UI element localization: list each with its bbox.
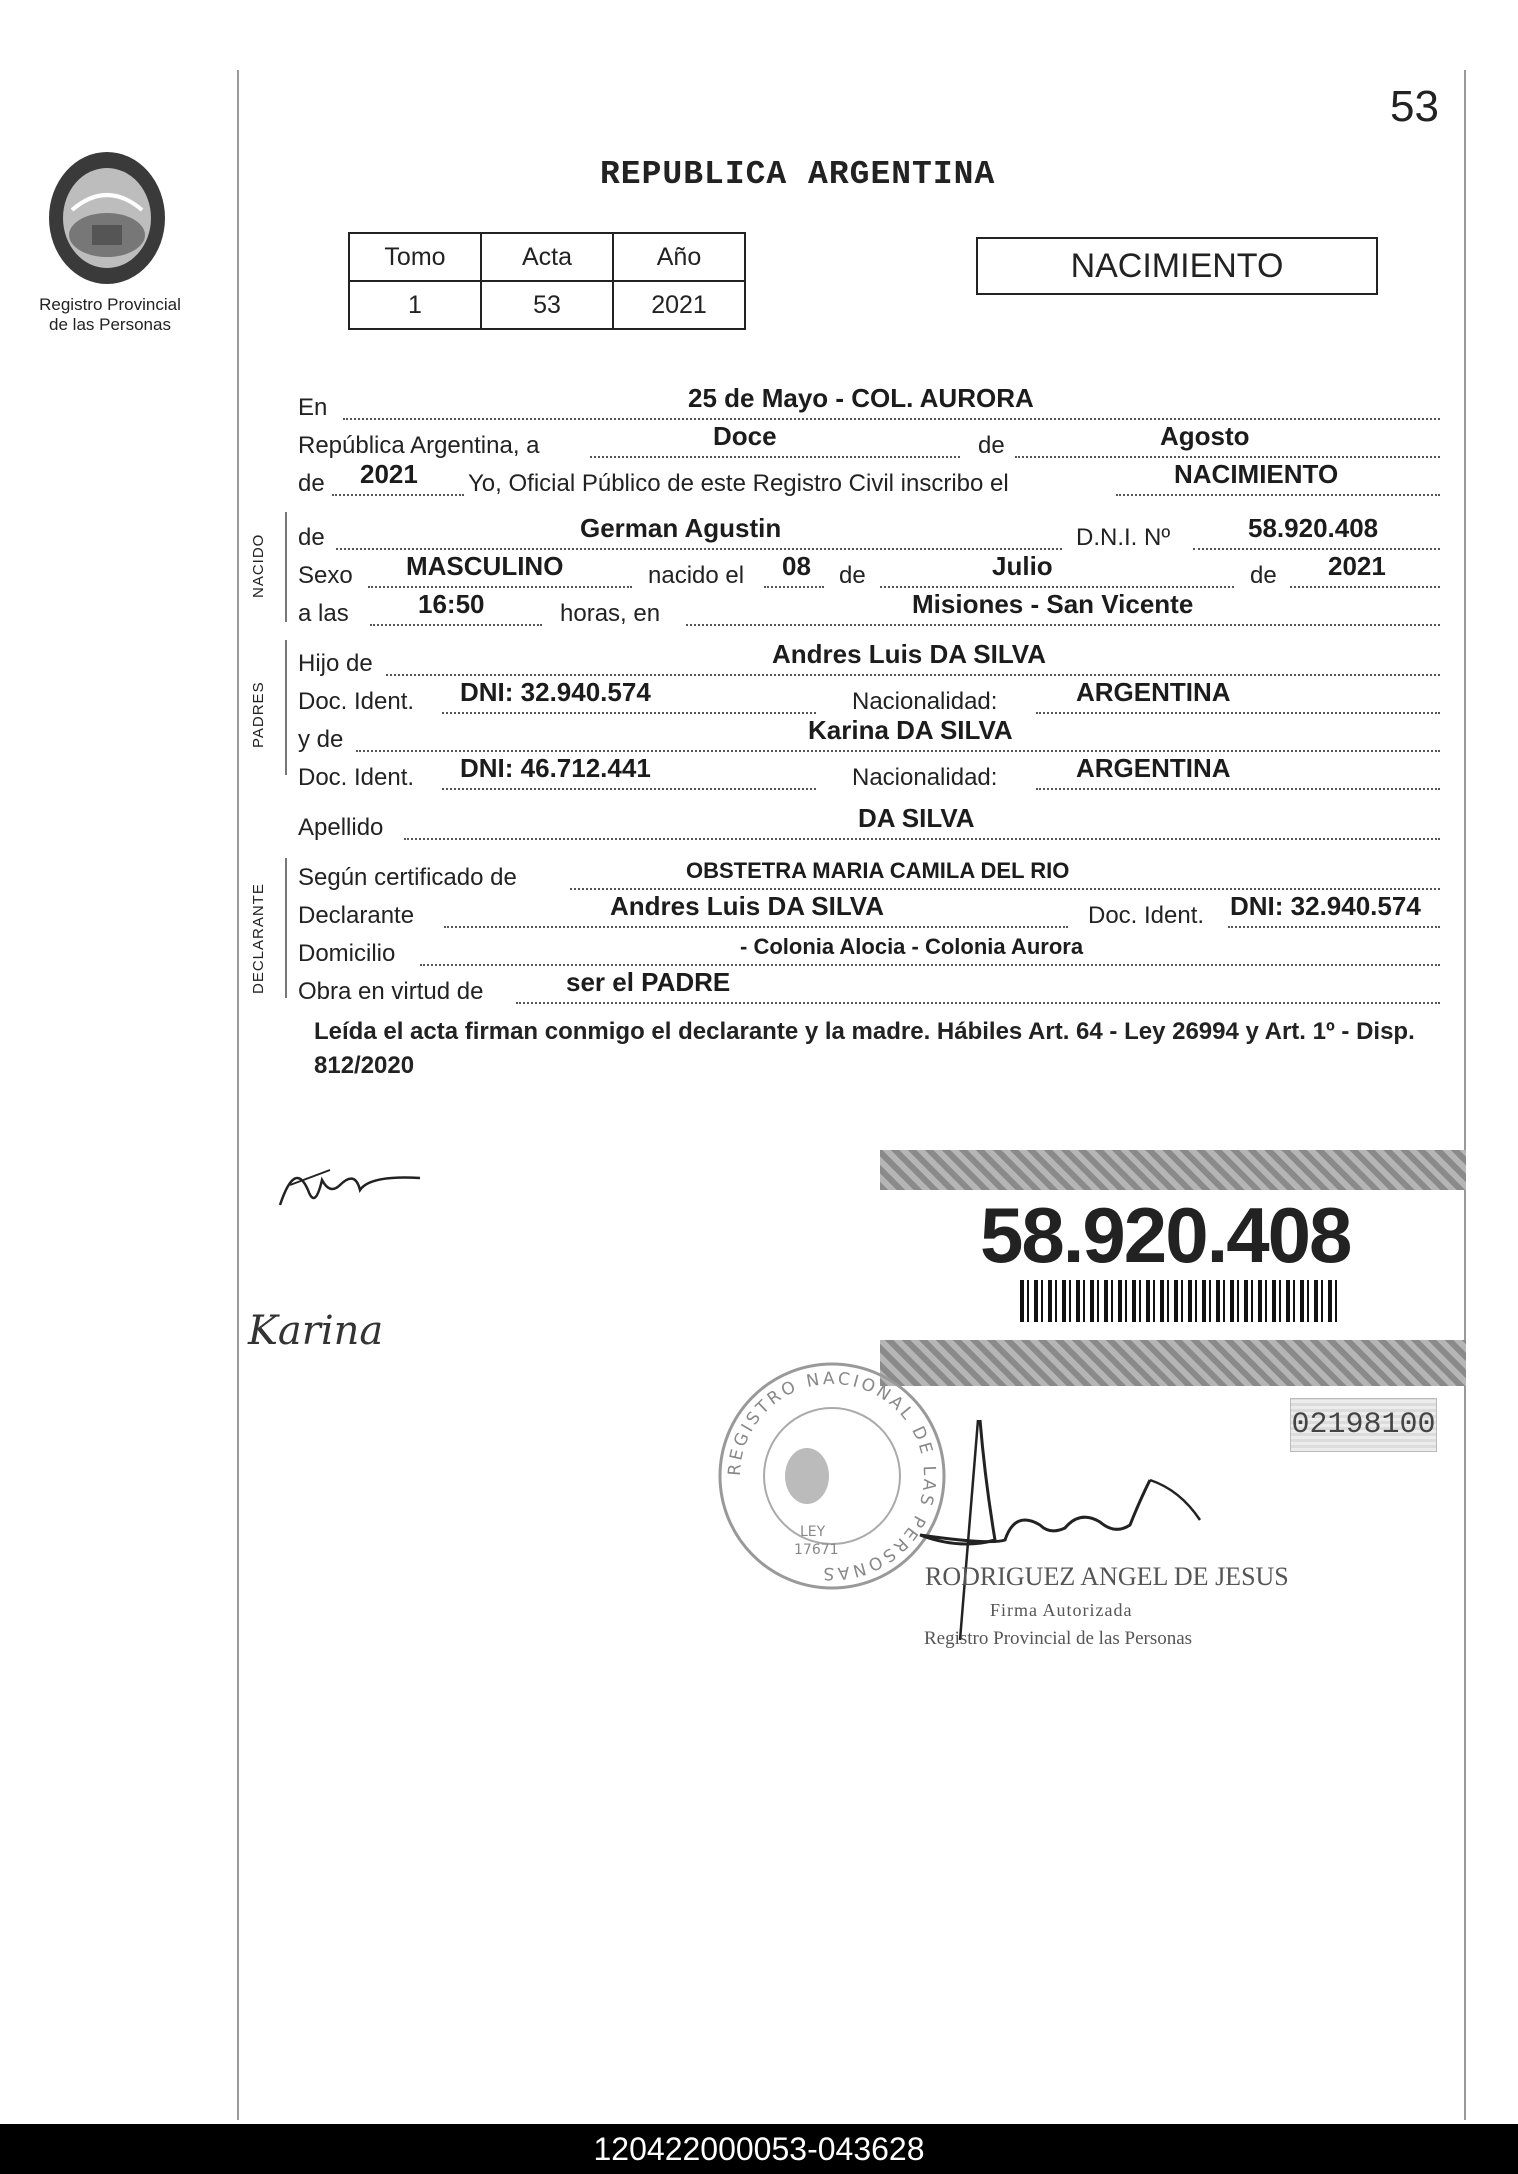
label-domicilio: Domicilio (298, 940, 396, 967)
value-lugar: 25 de Mayo - COL. AURORA (688, 383, 1034, 413)
label-nacionalidad-padre: Nacionalidad: (852, 688, 998, 715)
value-madre-doc: DNI: 46.712.441 (460, 753, 651, 783)
row-madre-doc (298, 750, 1440, 794)
value-virtud: ser el PADRE (566, 967, 731, 997)
side-label-padres: PADRES (250, 681, 267, 748)
label-doc-madre: Doc. Ident. (298, 764, 415, 791)
value-dni: 58.920.408 (1248, 513, 1379, 543)
side-label-declarante: DECLARANTE (250, 883, 267, 994)
label-doc-declarante: Doc. Ident. (1088, 902, 1205, 929)
value-nac-mes: Julio (992, 551, 1053, 581)
value-nac-dia: 08 (782, 551, 811, 581)
label-en: En (298, 394, 328, 421)
value-nombre: German Agustin (580, 513, 782, 543)
declarante-signature (270, 1150, 430, 1235)
value-anio-inscripcion: 2021 (360, 459, 418, 489)
value-madre: Karina DA SILVA (808, 715, 1013, 745)
header-anio: Año (613, 233, 745, 281)
label-dni: D.N.I. Nº (1076, 524, 1171, 551)
value-padre-doc: DNI: 32.940.574 (460, 677, 651, 707)
label-horas-en: horas, en (560, 600, 661, 627)
value-anio: 2021 (613, 281, 745, 329)
value-tomo: 1 (349, 281, 481, 329)
mother-signature: Karina (248, 1308, 384, 1354)
label-nacionalidad-madre: Nacionalidad: (852, 764, 998, 791)
document-title: REPUBLICA ARGENTINA (600, 156, 996, 193)
label-a-las: a las (298, 600, 349, 627)
legal-note: Leída el acta firman conmigo el declarante y la madre. Hábiles Art. 64 - Ley 26994 y Art. 1º - Disp. 812/2020 (314, 1018, 1415, 1079)
value-padre-nac: ARGENTINA (1076, 677, 1231, 707)
label-obra: Obra en virtud de (298, 978, 484, 1005)
value-tipo-inscripcion: NACIMIENTO (1174, 459, 1339, 489)
security-band-bottom (880, 1340, 1466, 1386)
label-hijo-de: Hijo de (298, 650, 373, 677)
label-nacido-el: nacido el (648, 562, 745, 589)
label-sexo: Sexo (298, 562, 353, 589)
label-segun: Según certificado de (298, 864, 517, 891)
side-label-nacido: NACIDO (250, 533, 267, 598)
signer-role: Firma Autorizada (990, 1600, 1133, 1620)
logo-caption: Registro Provincial de las Personas (39, 295, 181, 334)
seal-num: 17671 (794, 1542, 839, 1558)
value-declarante-doc: DNI: 32.940.574 (1230, 891, 1421, 921)
signer-name: RODRIGUEZ ANGEL DE JESUS (925, 1562, 1289, 1591)
value-madre-nac: ARGENTINA (1076, 753, 1231, 783)
footer-code: 120422000053-043628 (0, 2124, 1518, 2174)
value-hora: 16:50 (418, 589, 485, 619)
value-certificado: OBSTETRA MARIA CAMILA DEL RIO (686, 858, 1070, 883)
value-sexo: MASCULINO (406, 551, 564, 581)
serial-number: 02198100 (1290, 1398, 1437, 1452)
value-declarante: Andres Luis DA SILVA (610, 891, 884, 921)
left-margin-rule (237, 70, 239, 2120)
label-declarante: Declarante (298, 902, 415, 929)
label-doc-padre: Doc. Ident. (298, 688, 415, 715)
declarante-rule (285, 858, 287, 998)
dni-large: 58.920.408 (980, 1191, 1351, 1279)
right-margin-rule (1464, 70, 1466, 2120)
value-dia: Doce (713, 421, 777, 451)
label-apellido: Apellido (298, 814, 384, 841)
label-de-nombre: de (298, 524, 325, 551)
barcode (1020, 1280, 1340, 1322)
value-nac-anio: 2021 (1328, 551, 1386, 581)
row-virtud (298, 964, 1440, 1008)
label-y-de: y de (298, 726, 344, 753)
label-de-nac-mes: de (839, 562, 866, 589)
value-mes: Agosto (1160, 421, 1250, 451)
value-lugar-nac: Misiones - San Vicente (912, 589, 1194, 619)
label-de-anio: de (298, 470, 325, 497)
header-tomo: Tomo (349, 233, 481, 281)
value-apellido: DA SILVA (858, 803, 975, 833)
value-padre: Andres Luis DA SILVA (772, 639, 1046, 669)
label-de-nac-anio: de (1250, 562, 1277, 589)
page-number: 53 (1390, 82, 1439, 131)
seal-ley: LEY (800, 1524, 826, 1540)
seal-text: REGISTRO NACIONAL DE LAS PERSONAS (724, 1368, 940, 1584)
header-acta: Acta (481, 233, 613, 281)
row-inscripcion (298, 456, 1440, 500)
security-band-top (880, 1150, 1466, 1190)
padres-rule (285, 640, 287, 775)
misiones-coat-of-arms (42, 140, 172, 290)
value-acta: 53 (481, 281, 613, 329)
document-type-box: NACIMIENTO (976, 237, 1378, 295)
signer-office: Registro Provincial de las Personas (924, 1628, 1193, 1649)
label-republica: República Argentina, a (298, 432, 540, 459)
value-domicilio: - Colonia Alocia - Colonia Aurora (740, 934, 1084, 959)
label-yo: Yo, Oficial Público de este Registro Civil inscribo el (468, 470, 1009, 497)
row-hora (298, 586, 1440, 630)
nacido-rule (285, 512, 287, 622)
row-apellido (298, 800, 1440, 844)
acta-table (348, 232, 746, 330)
label-de-mes: de (978, 432, 1005, 459)
